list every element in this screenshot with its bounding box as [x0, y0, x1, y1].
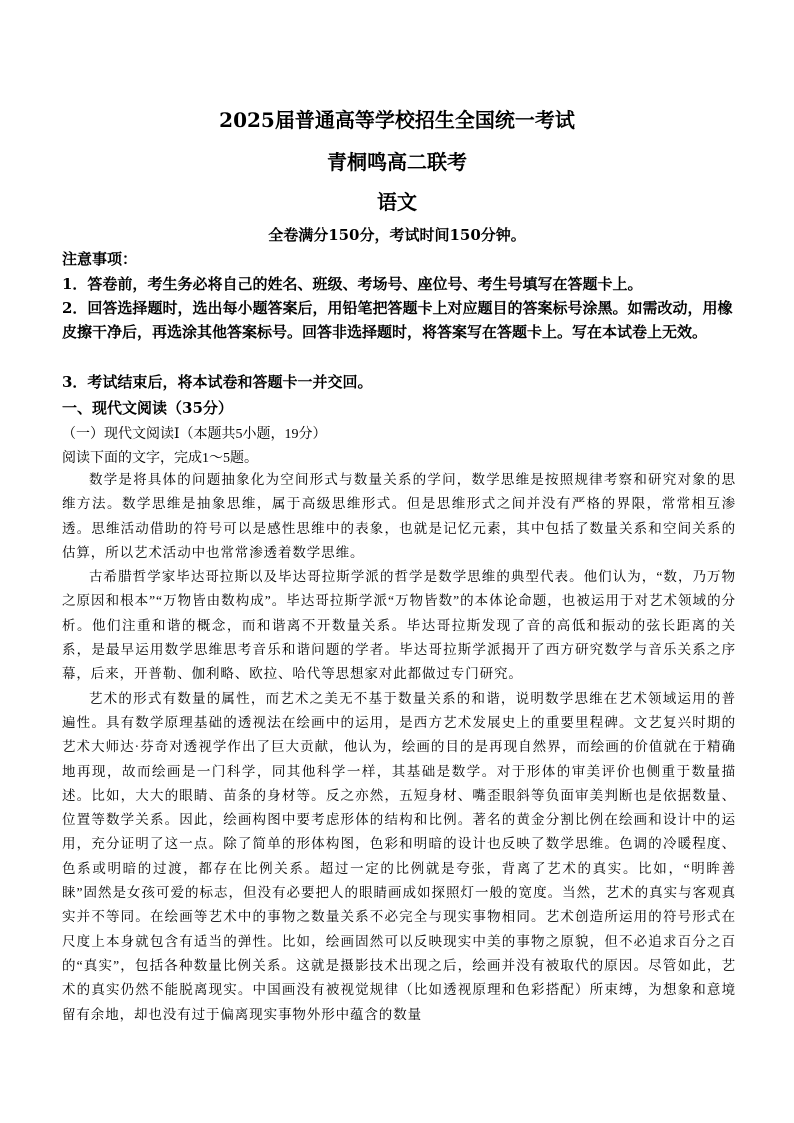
- score-time-note: 全卷满分150分，考试时间150分钟。: [268, 226, 526, 244]
- subject-title: 语文: [377, 190, 417, 214]
- passage-paragraph-2: 古希腊哲学家毕达哥拉斯以及毕达哥拉斯学派的哲学是数学思维的典型代表。他们认为，“数，乃万物之原因和根本”“万物皆由数构成”。毕达哥拉斯学派“万物皆数”的本体论命题，也被运用于对艺术领域的分析。他们注重和谐的概念，而和谐离不开数量关系。毕达哥拉斯发现了音的高低和振动的弦长距离的关系，是最早运用数学思维思考音乐和谐问题的学者。毕达哥拉斯学派揭开了西方研究数学与音乐关系之序幕，后来，开普勒、伽利略、欧拉、哈代等思想家对此都做过专门研究。: [62, 569, 736, 682]
- notice-item-1: 1．答卷前，考生务必将自己的姓名、班级、考场号、座位号、考生号填写在答题卡上。: [62, 275, 643, 293]
- notice-item-3: 3．考试结束后，将本试卷和答题卡一并交回。: [62, 373, 373, 391]
- reading-instruction: 阅读下面的文字，完成1～5题。: [62, 451, 258, 466]
- section-title: 一、现代文阅读（35分）: [62, 399, 233, 417]
- notice-heading: 注意事项：: [62, 250, 138, 268]
- section-subtitle: （一）现代文阅读Ⅰ（本题共5小题，19分）: [62, 427, 327, 442]
- exam-title: 2025届普通高等学校招生全国统一考试: [219, 108, 575, 132]
- notice-item-2: 2．回答选择题时，选出每小题答案后，用铅笔把答题卡上对应题目的答案标号涂黑。如需改动，用橡皮擦干净后，再选涂其他答案标号。回答非选择题时，将答案写在答题卡上。写在本试卷上无效。: [62, 299, 733, 341]
- passage-paragraph-3: 艺术的形式有数量的属性，而艺术之美无不基于数量关系的和谐，说明数学思维在艺术领域运用的普遍性。具有数学原理基础的透视法在绘画中的运用，是西方艺术发展史上的重要里程碑。文艺复兴时期的艺术大师达·芬奇对透视学作出了巨大贡献，他认为，绘画的目的是再现自然界，而绘画的价值就在于精确地再现，故而绘画是一门科学，同其他科学一样，其基础是数学。对于形体的审美评价也侧重于数量描述。比如，大大的眼睛、苗条的身材等。反之亦然，五短身材、嘴歪眼斜等负面审美判断也是依据数量、位置等数学关系。因此，绘画构图中要考虑形体的结构和比例。著名的黄金分割比例在绘画和设计中的运用，充分证明了这一点。除了简单的形体构图，色彩和明暗的设计也反映了数学思维。色调的冷暖程度、色系或明暗的过渡，都存在比例关系。超过一定的比例就是夸张，背离了艺术的真实。比如，“明眸善睐”固然是女孩可爱的标志，但没有必要把人的眼睛画成如探照灯一般的宽度。当然，艺术的真实与客观真实并不等同。在绘画等艺术中的事物之数量关系不必完全与现实事物相同。艺术创造所运用的符号形式在尺度上本身就包含有适当的弹性。比如，绘画固然可以反映现实中美的事物之原貌，但不必追求百分之百的“真实”，包括各种数量比例关系。这就是摄影技术出现之后，绘画并没有被取代的原因。尽管如此，艺术的真实仍然不能脱离现实。中国画没有被视觉规律（比如透视原理和色彩搭配）所束缚，为想象和意境留有余地，却也没有过于偏离现实事物外形中蕴含的数量: [62, 690, 736, 1022]
- reading-passage: [62, 468, 736, 1027]
- passage-paragraph-1: 数学是将具体的问题抽象化为空间形式与数量关系的学问，数学思维是按照规律考察和研究对象的思维方法。数学思维是抽象思维，属于高级思维形式。但是思维形式之间并没有严格的界限，常常相互渗透。思维活动借助的符号可以是感性思维中的表象，也就是记忆元素，其中包括了数量关系和空间关系的估算，所以艺术活动中也常常渗透着数学思维。: [62, 472, 736, 560]
- exam-name: 青桐鸣高二联考: [327, 150, 467, 174]
